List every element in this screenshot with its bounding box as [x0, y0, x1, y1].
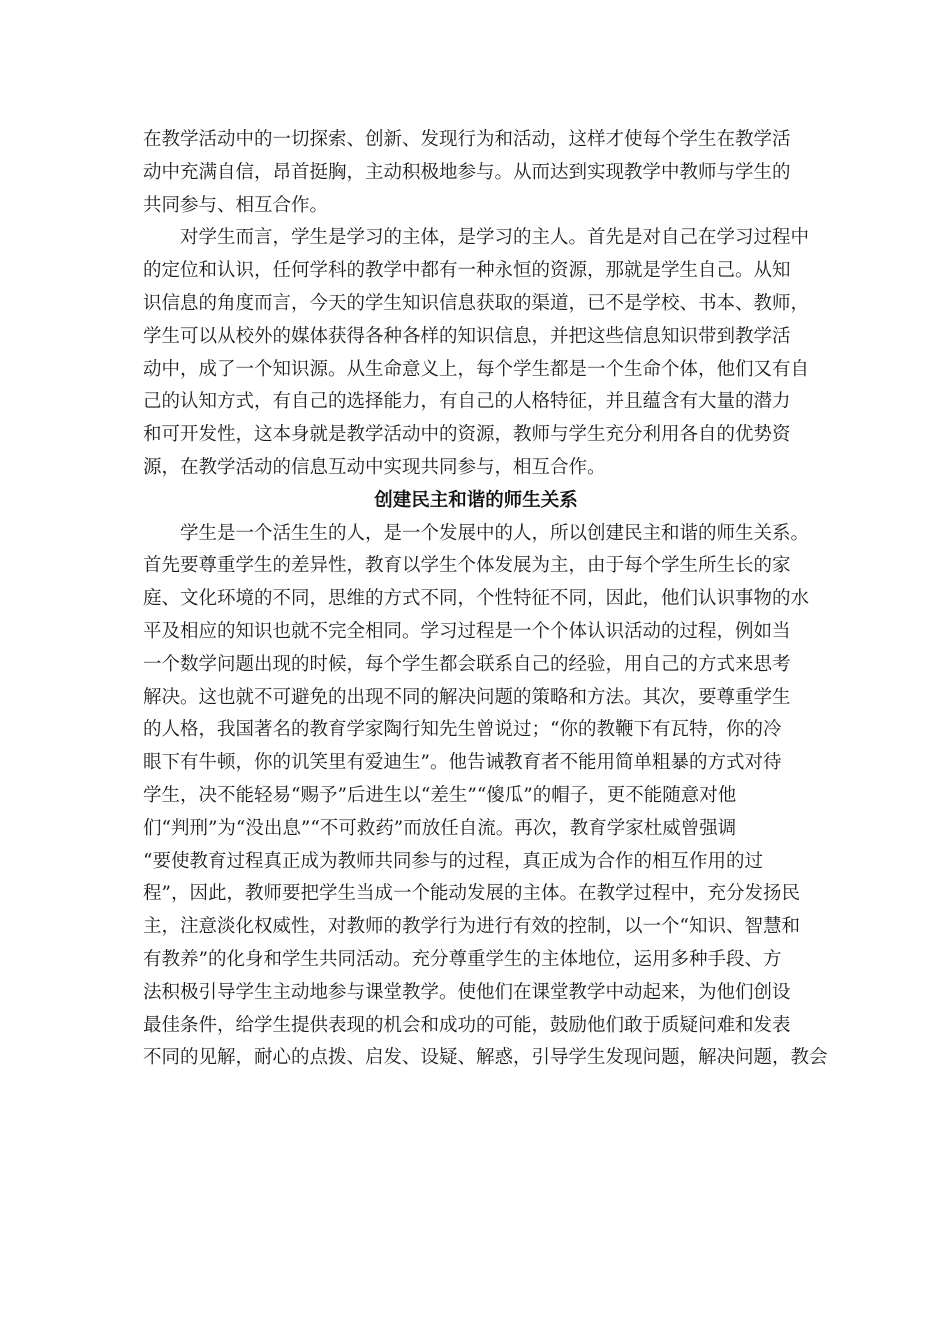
text-line: 首先要尊重学生的差异性，教育以学生个体发展为主，由于每个学生所生长的家: [143, 555, 791, 577]
text-line: 的定位和认识，任何学科的教学中都有一种永恒的资源，那就是学生自己。从知: [143, 260, 791, 282]
text-line: 一个数学问题出现的时候，每个学生都会联系自己的经验，用自己的方式来思考: [143, 653, 791, 675]
text-line: 眼下有牛顿，你的讥笑里有爱迪生”。他告诫教育者不能用简单粗暴的方式对待: [143, 752, 782, 774]
paragraph-2: [143, 222, 809, 484]
text-line: 不同的见解，耐心的点拨、启发、设疑、解惑，引导学生发现问题，解决问题，教会: [143, 1047, 828, 1069]
text-line: 有教养”的化身和学生共同活动。充分尊重学生的主体地位，运用多种手段、方: [143, 948, 782, 970]
text-line: 共同参与、相互合作。: [143, 194, 329, 216]
text-line: 平及相应的知识也就不完全相同。学习过程是一个个体认识活动的过程，例如当: [143, 620, 791, 642]
text-line: 们“判刑”为“没出息”“不可救药”而放任自流。再次，教育学家杜威曾强调: [143, 817, 737, 839]
text-line: 识信息的角度而言，今天的学生知识信息获取的渠道，已不是学校、书本、教师，: [143, 292, 810, 314]
text-line: 主，注意淡化权威性，对教师的教学行为进行有效的控制，以一个“知识、智慧和: [143, 916, 800, 938]
text-line: 动中，成了一个知识源。从生命意义上，每个学生都是一个生命个体，他们又有自: [143, 358, 810, 380]
text-line: “要使教育过程真正成为教师共同参与的过程，真正成为合作的相互作用的过: [143, 850, 763, 872]
text-line: 程”，因此，教师要把学生当成一个能动发展的主体。在教学过程中，充分发扬民: [143, 883, 800, 905]
section-heading: 创建民主和谐的师生关系: [374, 489, 578, 511]
text-line: 动中充满自信，昂首挺胸，主动积极地参与。从而达到实现教学中教师与学生的: [143, 161, 791, 183]
text-line: 庭、文化环境的不同，思维的方式不同，个性特征不同，因此，他们认识事物的水: [143, 588, 810, 610]
text-line: 和可开发性，这本身就是教学活动中的资源，教师与学生充分利用各自的优势资: [143, 424, 791, 446]
text-line: 在教学活动中的一切探索、创新、发现行为和活动，这样才使每个学生在教学活: [143, 129, 791, 150]
text-line: 对学生而言，学生是学习的主体，是学习的主人。首先是对自己在学习过程中: [143, 227, 810, 249]
text-line: 的人格，我国著名的教育学家陶行知先生曾说过；“你的教鞭下有瓦特，你的冷: [143, 719, 782, 741]
text-line: 学生是一个活生生的人，是一个发展中的人，所以创建民主和谐的师生关系。: [143, 522, 810, 544]
paragraph-1: [143, 124, 809, 222]
text-line: 源，在教学活动的信息互动中实现共同参与，相互合作。: [143, 456, 606, 478]
text-line: 法积极引导学生主动地参与课堂教学。使他们在课堂教学中动起来，为他们创设: [143, 981, 791, 1003]
document-body: [143, 124, 828, 1075]
text-line: 最佳条件，给学生提供表现的机会和成功的可能，鼓励他们敢于质疑问难和发表: [143, 1014, 791, 1036]
text-line: 学生，决不能轻易“赐予”后进生以“差生”“傻瓜”的帽子，更不能随意对他: [143, 784, 737, 806]
text-line: 学生可以从校外的媒体获得各种各样的知识信息，并把这些信息知识带到教学活: [143, 325, 791, 347]
paragraph-3: [143, 518, 828, 1076]
text-line: 解决。这也就不可避免的出现不同的解决问题的策略和方法。其次，要尊重学生: [143, 686, 791, 708]
text-line: 己的认知方式，有自己的选择能力，有自己的人格特征，并且蕴含有大量的潜力: [143, 391, 791, 413]
